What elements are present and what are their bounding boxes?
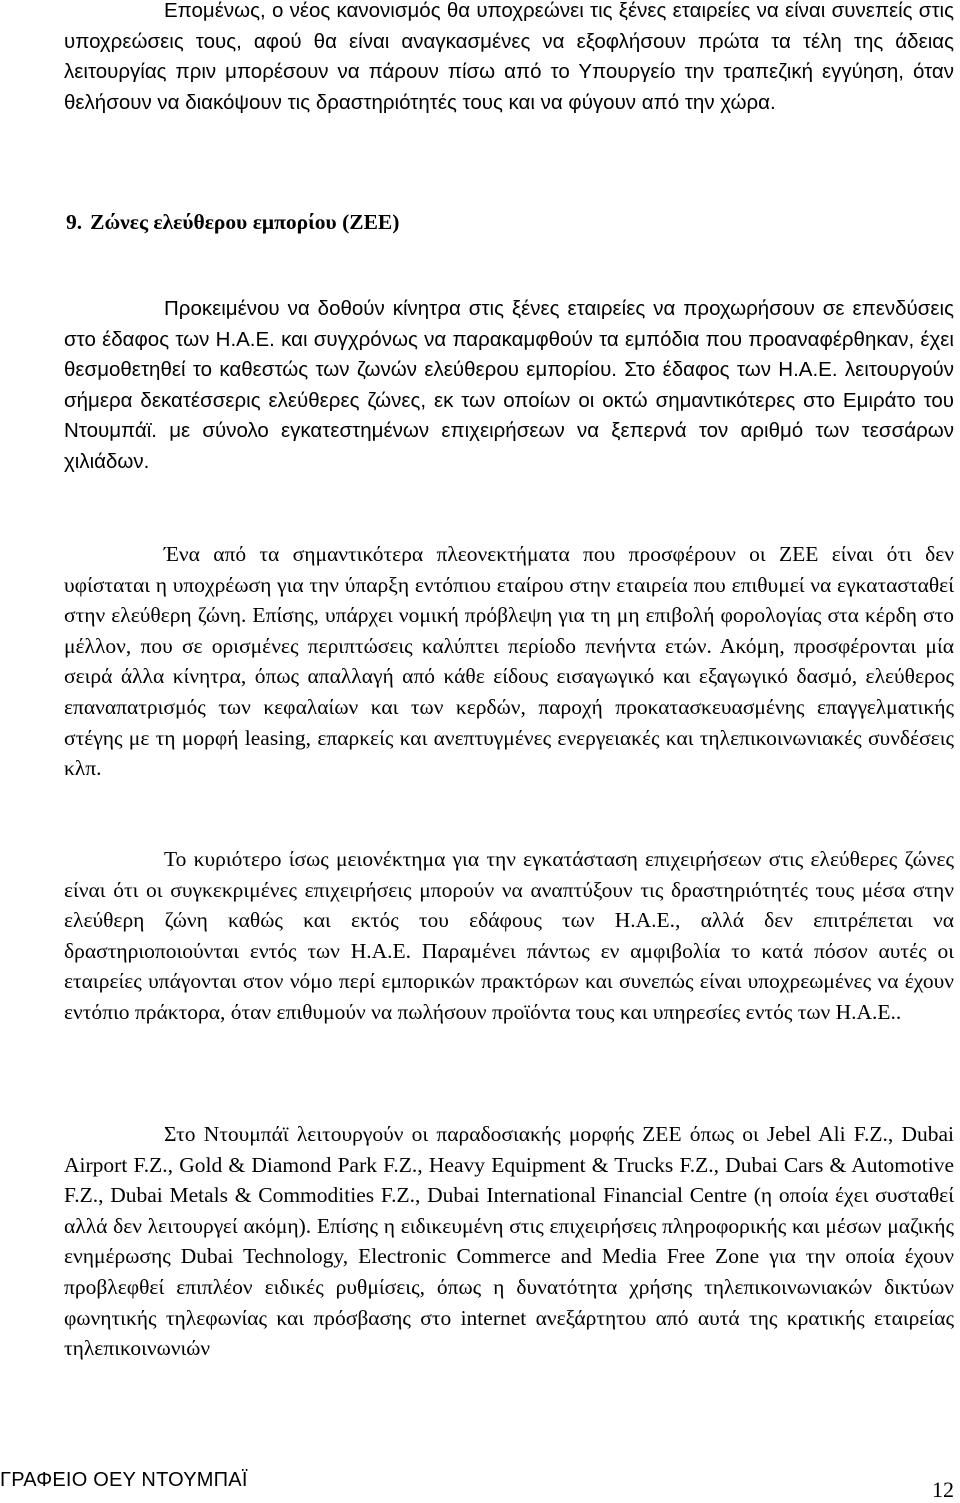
paragraph-bank-guarantee: Επομένως, ο νέος κανονισμός θα υποχρεώνει τις ξένες εταιρείες να είναι συνεπείς στις υποχρεώσεις τους, αφού θα είναι αναγκασμένες να εξοφλήσουν πρώτα τα τέλη της άδειας λειτουργίας πριν μπορέσουν να πάρουν πίσω από το Υπουργείο την τραπεζική εγγύηση, όταν θελήσουν να διακόψουν τις δραστηριότητές τους και να φύγουν από την χώρα. [64,0,954,114]
footer-office-name: ΓΡΑΦΕΙΟ ΟΕΥ ΝΤΟΥΜΠΑΪ [0,1469,248,1491]
section-title: Ζώνες ελεύθερου εμπορίου (ΖΕΕ) [90,210,400,234]
paragraph-free-zones-intro: Προκειμένου να δοθούν κίνητρα στις ξένες εταιρείες να προχωρήσουν σε επενδύσεις στο έδαφος των Η.Α.Ε. και συγχρόνως να παρακαμφθούν τα εμπόδια που προαναφέρθηκαν, έχει θεσμοθετηθεί το καθεστώς των ζωνών ελεύθερου εμπορίου. Στο έδαφος των Η.Α.Ε. λειτουργούν σήμερα δεκατέσσερις ελεύθερες ζώνες, εκ των οποίων οι οκτώ σημαντικότερες στο Εμιράτο του Ντουμπάϊ. με σύνολο εγκατεστημένων επιχειρήσεων να ξεπερνά τον αριθμό των τεσσάρων χιλιάδων. [64,297,954,473]
page-number: 12 [932,1477,954,1502]
section-heading-free-zones [64,207,399,238]
section-number: 9. [66,210,83,234]
page-footer [0,1468,960,1503]
paragraph-dubai-free-zones: Στο Ντουμπάϊ λειτουργούν οι παραδοσιακής μορφής ΖΕΕ όπως οι Jebel Ali F.Z., Dubai Airport F.Z., Gold & Diamond Park F.Z., Heavy Equipment & Trucks F.Z., Dubai Cars & Automotive F.Z., Dubai Metals & Commodities F.Z., Dubai International Financial Centre (η οποία έχει συσταθεί αλλά δεν λειτουργεί ακόμη). Επίσης η ειδικευμένη στις επιχειρήσεις πληροφορικής και μέσων μαζικής ενημέρωσης Dubai Technology, Electronic Commerce and Media Free Zone για την οποία έχουν προβλεφθεί επιπλέον ειδικές ρυθμίσεις, όπως η δυνατότητα χρήσης τηλεπικοινωνιακών δικτύων φωνητικής τηλεφωνίας και πρόσβασης στο internet ανεξάρτητου από αυτά της κρατικής εταιρείας τηλεπικοινωνιών [64,1122,954,1361]
paragraph-free-zones-disadvantages: Το κυριότερο ίσως μειονέκτημα για την εγκατάσταση επιχειρήσεων στις ελεύθερες ζώνες είναι ότι οι συγκεκριμένες επιχειρήσεις μπορούν να αναπτύξουν τις δραστηριότητές τους μέσα στην ελεύθερη ζώνη καθώς και εκτός του εδάφους των Η.Α.Ε., αλλά δεν επιτρέπεται να δραστηριοποιούνται εντός των Η.Α.Ε. Παραμένει πάντως εν αμφιβολία το κατά πόσον αυτές οι εταιρείες υπάγονται στον νόμο περί εμπορικών πρακτόρων και συνεπώς είναι υποχρεωμένες να έχουν εντόπιο πράκτορα, όταν επιθυμούν να πωλήσουν προϊόντα τους και υπηρεσίες εντός των Η.Α.Ε.. [64,847,954,1024]
paragraph-free-zones-advantages: Ένα από τα σημαντικότερα πλεονεκτήματα που προσφέρουν οι ΖΕΕ είναι ότι δεν υφίσταται η υποχρέωση για την ύπαρξη εντόπιου εταίρου στην εταιρεία που επιθυμεί να εγκατασταθεί στην ελεύθερη ζώνη. Επίσης, υπάρχει νομική πρόβλεψη για τη μη επιβολή φορολογίας στα κέρδη στο μέλλον, που σε ορισμένες περιπτώσεις καλύπτει περίοδο πενήντα ετών. Ακόμη, προσφέρονται μία σειρά άλλα κίνητρα, όπως απαλλαγή από κάθε είδους εισαγωγικό και εξαγωγικό δασμό, ελεύθερος επαναπατρισμός των κεφαλαίων και των κερδών, παροχή προκατασκευασμένης επαγγελματικής στέγης με τη μορφή leasing, επαρκείς και ανεπτυγμένες ενεργειακές και τηλεπικοινωνιακές συνδέσεις κλπ. [64,542,954,781]
